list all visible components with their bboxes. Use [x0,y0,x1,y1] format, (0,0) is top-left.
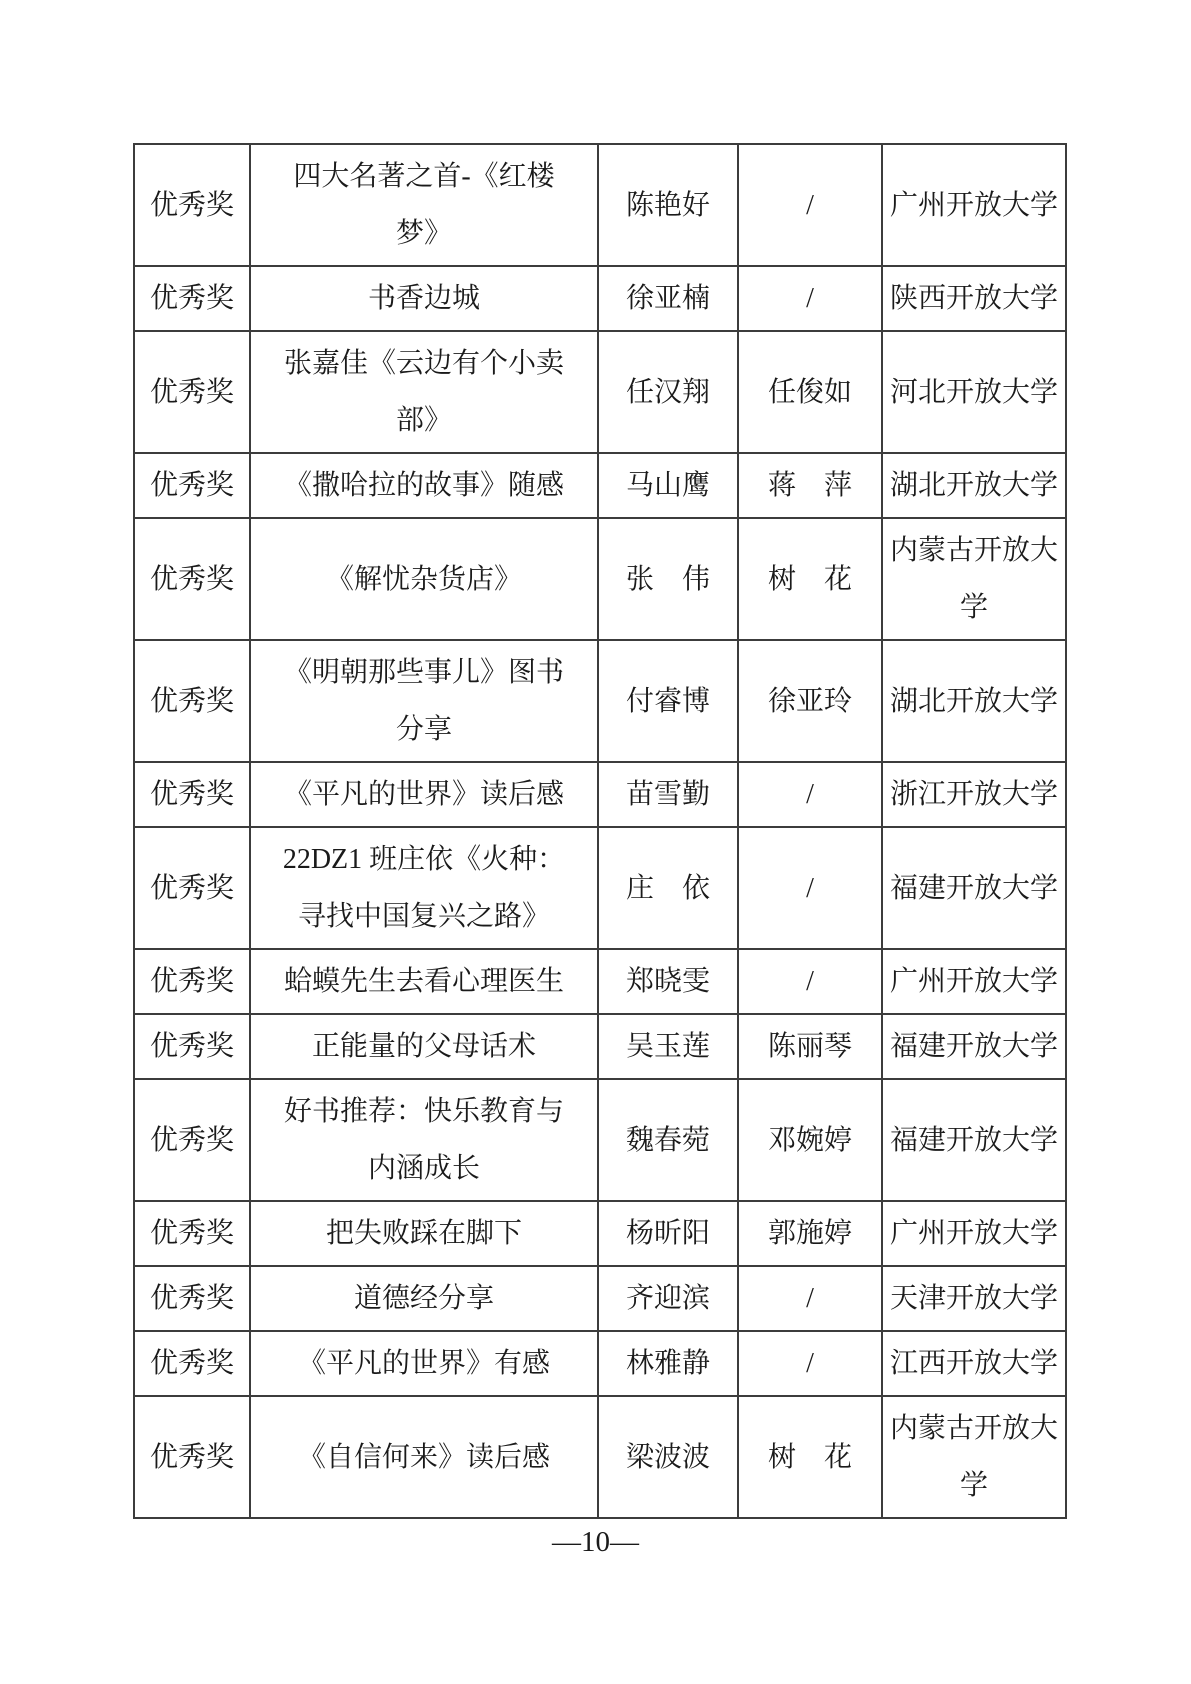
title-cell: 《平凡的世界》有感 [250,1331,598,1396]
table-row [134,1201,1066,1266]
advisor-cell: / [738,1331,882,1396]
school-cell: 湖北开放大学 [882,640,1066,762]
author-cell: 付睿博 [598,640,738,762]
award-cell: 优秀奖 [134,1396,250,1518]
table-row [134,1266,1066,1331]
page-number: —10— [552,1526,639,1558]
author-cell: 任汉翔 [598,331,738,453]
advisor-cell: / [738,827,882,949]
table-row [134,518,1066,640]
author-cell: 苗雪勤 [598,762,738,827]
school-cell: 福建开放大学 [882,827,1066,949]
advisor-cell: 邓婉婷 [738,1079,882,1201]
advisor-cell: / [738,266,882,331]
advisor-cell: 蒋 萍 [738,453,882,518]
title-cell: 把失败踩在脚下 [250,1201,598,1266]
school-cell: 江西开放大学 [882,1331,1066,1396]
title-cell: 22DZ1 班庄依《火种：寻找中国复兴之路》 [250,827,598,949]
table-row [134,949,1066,1014]
award-cell: 优秀奖 [134,518,250,640]
school-cell: 天津开放大学 [882,1266,1066,1331]
title-cell: 正能量的父母话术 [250,1014,598,1079]
author-cell: 庄 依 [598,827,738,949]
awards-table [133,143,1067,1519]
award-cell: 优秀奖 [134,1266,250,1331]
award-cell: 优秀奖 [134,640,250,762]
advisor-cell: 陈丽琴 [738,1014,882,1079]
advisor-cell: 郭施婷 [738,1201,882,1266]
title-cell: 《自信何来》读后感 [250,1396,598,1518]
table-row [134,331,1066,453]
award-cell: 优秀奖 [134,453,250,518]
author-cell: 魏春菀 [598,1079,738,1201]
table-row [134,640,1066,762]
award-cell: 优秀奖 [134,331,250,453]
award-cell: 优秀奖 [134,266,250,331]
award-cell: 优秀奖 [134,949,250,1014]
author-cell: 郑晓雯 [598,949,738,1014]
awards-table-body [134,144,1066,1518]
author-cell: 马山鹰 [598,453,738,518]
school-cell: 广州开放大学 [882,144,1066,266]
school-cell: 广州开放大学 [882,1201,1066,1266]
advisor-cell: / [738,1266,882,1331]
page-footer [0,1524,1191,1560]
author-cell: 梁波波 [598,1396,738,1518]
school-cell: 浙江开放大学 [882,762,1066,827]
advisor-cell: / [738,144,882,266]
table-row [134,1331,1066,1396]
title-cell: 《平凡的世界》读后感 [250,762,598,827]
award-cell: 优秀奖 [134,827,250,949]
table-row [134,827,1066,949]
title-cell: 《明朝那些事儿》图书分享 [250,640,598,762]
award-cell: 优秀奖 [134,1331,250,1396]
advisor-cell: / [738,949,882,1014]
table-row [134,144,1066,266]
advisor-cell: 任俊如 [738,331,882,453]
title-cell: 张嘉佳《云边有个小卖部》 [250,331,598,453]
school-cell: 广州开放大学 [882,949,1066,1014]
school-cell: 福建开放大学 [882,1014,1066,1079]
school-cell: 陕西开放大学 [882,266,1066,331]
award-cell: 优秀奖 [134,1079,250,1201]
advisor-cell: 树 花 [738,518,882,640]
table-row [134,453,1066,518]
award-cell: 优秀奖 [134,1014,250,1079]
award-cell: 优秀奖 [134,144,250,266]
advisor-cell: 徐亚玲 [738,640,882,762]
school-cell: 福建开放大学 [882,1079,1066,1201]
title-cell: 四大名著之首-《红楼梦》 [250,144,598,266]
table-row [134,266,1066,331]
title-cell: 《撒哈拉的故事》随感 [250,453,598,518]
title-cell: 《解忧杂货店》 [250,518,598,640]
title-cell: 道德经分享 [250,1266,598,1331]
author-cell: 林雅静 [598,1331,738,1396]
title-cell: 蛤蟆先生去看心理医生 [250,949,598,1014]
advisor-cell: / [738,762,882,827]
school-cell: 内蒙古开放大学 [882,518,1066,640]
school-cell: 湖北开放大学 [882,453,1066,518]
author-cell: 齐迎滨 [598,1266,738,1331]
author-cell: 陈艳好 [598,144,738,266]
author-cell: 张 伟 [598,518,738,640]
advisor-cell: 树 花 [738,1396,882,1518]
school-cell: 内蒙古开放大学 [882,1396,1066,1518]
table-row [134,762,1066,827]
title-cell: 好书推荐：快乐教育与内涵成长 [250,1079,598,1201]
table-row [134,1014,1066,1079]
table-row [134,1396,1066,1518]
title-cell: 书香边城 [250,266,598,331]
author-cell: 杨昕阳 [598,1201,738,1266]
award-cell: 优秀奖 [134,762,250,827]
award-cell: 优秀奖 [134,1201,250,1266]
author-cell: 徐亚楠 [598,266,738,331]
table-row [134,1079,1066,1201]
author-cell: 吴玉莲 [598,1014,738,1079]
school-cell: 河北开放大学 [882,331,1066,453]
